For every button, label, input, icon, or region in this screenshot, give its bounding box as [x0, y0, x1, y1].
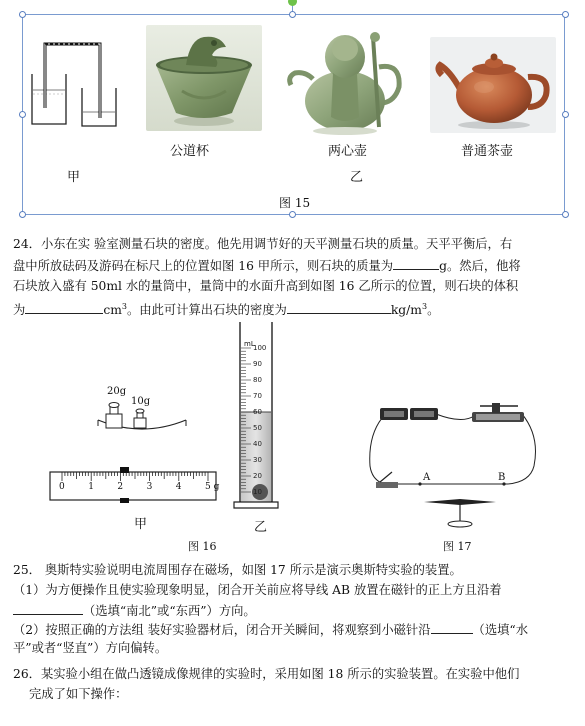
q24-line-2 [13, 257, 521, 274]
resize-handle-bottom-left[interactable] [19, 211, 26, 218]
resize-handle-top-left[interactable] [19, 11, 26, 18]
q24-unit-cm-sup: 3 [121, 302, 127, 311]
cylinder-tick-label: 30 [253, 456, 262, 464]
figure-15-title: 图 15 [279, 196, 311, 210]
cylinder-tick-label: 60 [253, 408, 262, 416]
q25-line-2: （1）为方便操作且使实验现象明显，闭合开关前应将导线 AB 放置在磁针的正上方且沿着 [13, 583, 502, 597]
q25-line-1: 25． 奥斯特实验说明电流周围存在磁场，如图 17 所示是演示奥斯特实验的装置。 [13, 563, 462, 577]
point-a-label: A [423, 472, 431, 483]
scale-tick-label: 0 [59, 482, 65, 492]
cylinder-tick-label: 40 [253, 440, 262, 448]
q25-line-5: 平”或者“竖直”）方向偏转。 [13, 641, 168, 655]
q26-line-1: 26．某实验小组在做凸透镜成像规律的实验时，采用如图 18 所示的实验装置。在实验中他们 [13, 667, 520, 681]
siphon-diagram [28, 38, 120, 130]
scale-tick-label: 5 g [205, 482, 220, 492]
deflection-answer-blank[interactable] [431, 621, 473, 634]
point-b-label: B [498, 472, 506, 483]
mass-answer-blank[interactable] [393, 257, 439, 270]
resize-handle-top[interactable] [289, 11, 296, 18]
scale-tick-label: 4 [175, 482, 182, 492]
cylinder-tick-label: 100 [253, 344, 267, 352]
q26-line-2: 完成了如下操作： [29, 687, 128, 701]
cylinder-tick-label: 70 [253, 392, 262, 400]
q24-line-4c: 。由此可计算出石块的密度为 [126, 303, 287, 317]
teapot-photo [430, 37, 556, 133]
q24-line-1: 24．小东在实 验室测量石块的密度。他先用调节好的天平测量石块的质量。天平平衡后，右 [13, 237, 513, 251]
q24-unit-kgm: kg/m [390, 303, 422, 317]
q25-line-3 [13, 602, 256, 619]
cylinder-tick-label: 90 [253, 360, 262, 368]
q24-line-2b: g。然后，他将 [439, 259, 521, 273]
caption-yi: 乙 [350, 170, 364, 185]
scale-tick-label: 1 [88, 482, 94, 492]
oersted-circuit-diagram [362, 396, 544, 532]
q25-line-4 [13, 621, 528, 638]
cylinder-tick-label: 80 [253, 376, 262, 384]
cylinder-unit-label: mL [244, 340, 255, 348]
resize-handle-bottom[interactable] [289, 211, 296, 218]
resize-handle-right[interactable] [562, 111, 569, 118]
q25-line-4a: （2）按照正确的方法组 装好实验器材后，闭合开关瞬间，将观察到小磁针沿 [13, 623, 431, 637]
caption-jia: 甲 [67, 170, 81, 185]
density-answer-blank[interactable] [287, 301, 391, 314]
gongdao-cup-photo [146, 25, 262, 131]
fig16-caption-yi: 乙 [254, 520, 268, 535]
resize-handle-bottom-right[interactable] [562, 211, 569, 218]
cylinder-tick-label: 10 [253, 488, 262, 496]
fig16-caption-jia: 甲 [134, 517, 148, 532]
weight-20g-label: 20g [107, 386, 127, 397]
scale-tick-label: 2 [117, 482, 124, 492]
resize-handle-top-right[interactable] [562, 11, 569, 18]
cylinder-tick-label: 50 [253, 424, 262, 432]
volume-answer-blank[interactable] [25, 301, 103, 314]
q24-unit-kgm-sup: 3 [421, 302, 428, 311]
weight-10g-label: 10g [131, 396, 151, 407]
q24-line-4a: 为 [13, 303, 26, 317]
q24-line-2a: 盘中所放砝码及游码在标尺上的位置如图 16 甲所示，则石块的质量为 [13, 259, 394, 273]
q24-line-4 [13, 299, 439, 318]
figure-16-title: 图 16 [188, 540, 217, 553]
q25-line-3b: （选填“南北”或“东西”）方向。 [83, 604, 256, 618]
figure-17-title: 图 17 [443, 540, 472, 553]
cylinder-tick-label: 20 [253, 472, 262, 480]
two-heart-pot-photo [283, 27, 409, 137]
q24-line-4e: 。 [427, 303, 440, 317]
q24-unit-cm: cm [103, 303, 122, 317]
q24-line-3: 石块放入盛有 50ml 水的量筒中，量筒中的水面升高到如图 16 乙所示的位置，则石块的体积 [13, 279, 519, 293]
scale-tick-label: 3 [146, 482, 153, 492]
resize-handle-left[interactable] [19, 111, 26, 118]
label-two-heart-pot: 两心壶 [328, 144, 368, 159]
rotate-handle[interactable] [288, 0, 297, 6]
label-teapot: 普通茶壶 [461, 144, 514, 159]
q25-line-4b: （选填“水 [472, 623, 529, 637]
direction-answer-blank[interactable] [13, 602, 83, 615]
label-gongdao-cup: 公道杯 [170, 144, 210, 159]
